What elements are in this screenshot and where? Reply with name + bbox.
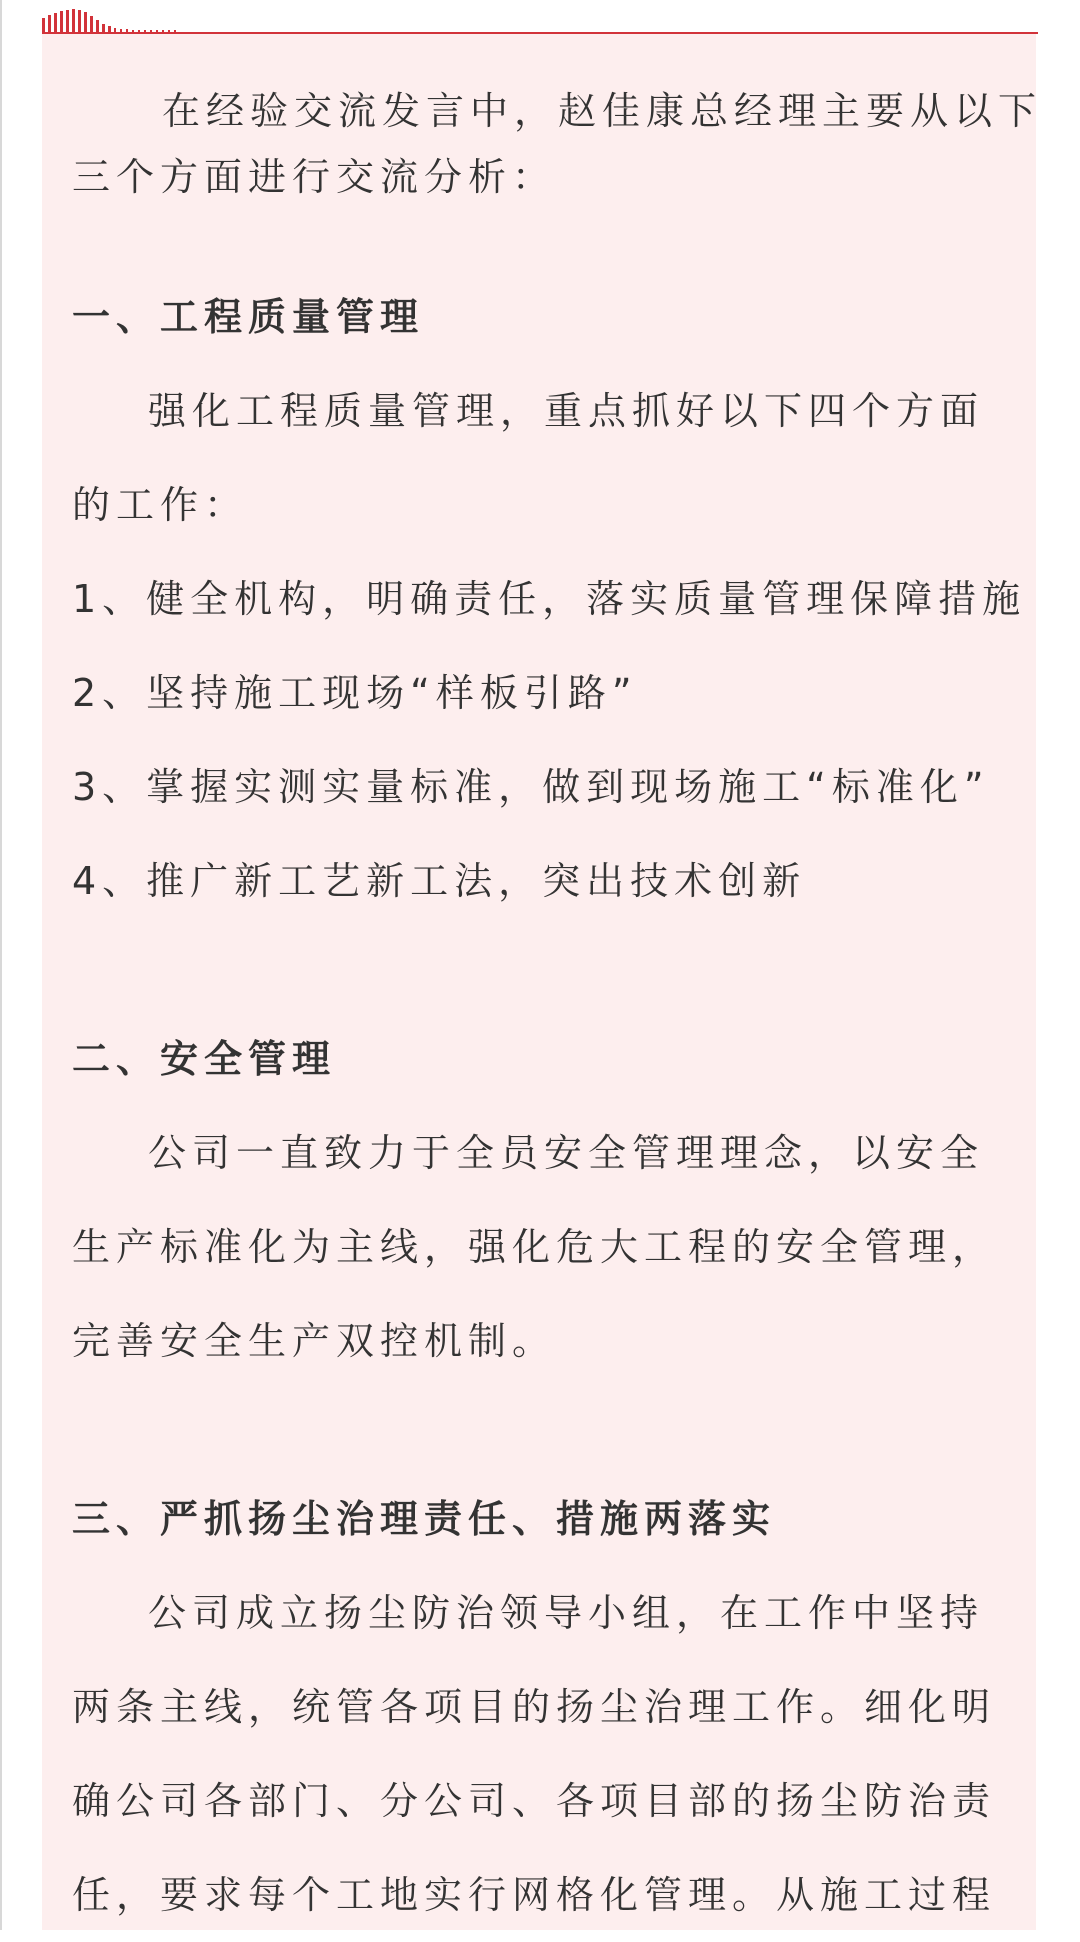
paragraph-line: 任，要求每个工地实行网格化管理。从施工过程 [72,1873,997,1917]
section-safety [72,1012,1012,1388]
section-dust-control [72,1472,1012,1942]
list-item: 2、坚持施工现场“样板引路” [72,671,638,715]
paragraph-line: 两条主线，统管各项目的扬尘治理工作。细化明 [72,1685,997,1729]
list-item: 1、健全机构，明确责任，落实质量管理保障措施 [72,577,1027,621]
paragraph-line: 确公司各部门、分公司、各项目部的扬尘防治责 [72,1779,997,1823]
list-item: 4、推广新工艺新工法，突出技术创新 [72,859,807,903]
section-heading: 一、工程质量管理 [72,295,425,339]
section-heading: 二、安全管理 [72,1037,337,1081]
paragraph-line: 生产标准化为主线，强化危大工程的安全管理， [72,1225,997,1269]
left-border-rule [0,0,2,1930]
article-body [72,32,1043,1942]
paragraph-line: 完善安全生产双控机制。 [72,1319,557,1363]
list-item: 3、掌握实测实量标准，做到现场施工“标准化” [72,765,990,809]
section-heading: 三、严抓扬尘治理责任、措施两落实 [72,1497,777,1541]
intro-line-2: 三个方面进行交流分析： [72,155,557,199]
intro-line-1: 在经验交流发言中，赵佳康总经理主要从以下 [162,89,1043,133]
paragraph-line: 强化工程质量管理，重点抓好以下四个方面 [148,389,985,433]
paragraph-line: 公司成立扬尘防治领导小组，在工作中坚持 [148,1591,985,1635]
section-quality [72,270,1027,928]
paragraph-line: 的工作： [72,483,249,527]
paragraph-line: 公司一直致力于全员安全管理理念，以安全 [148,1131,985,1175]
